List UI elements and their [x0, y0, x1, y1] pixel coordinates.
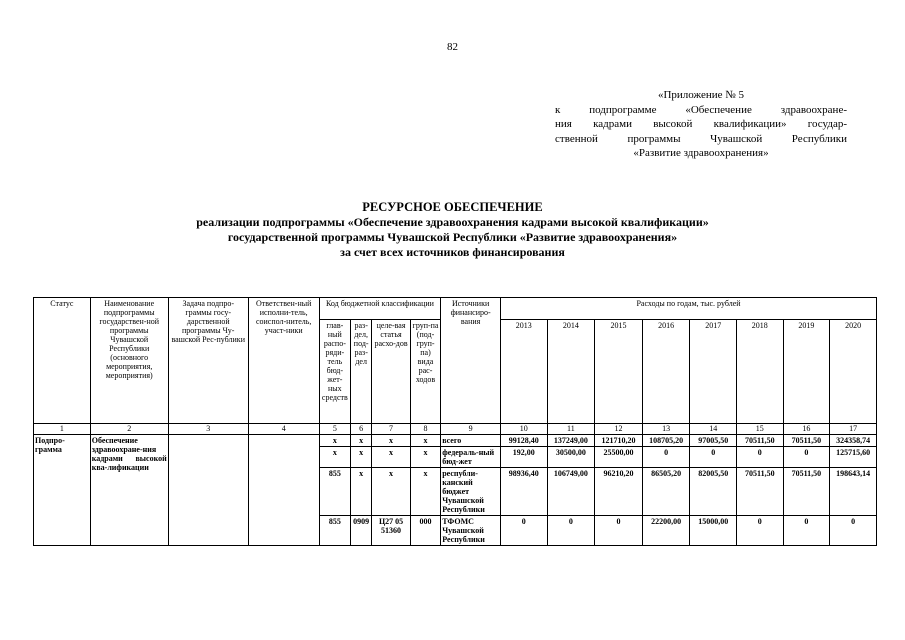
resource-table	[33, 297, 877, 546]
heading-subtitle: государственной программы Чувашской Республики «Развитие здравоохранения»	[227, 230, 678, 244]
header-year: 2014	[547, 320, 595, 424]
value-cell: 137249,00	[547, 435, 595, 447]
code-cell: 855	[319, 468, 350, 516]
column-number-row	[34, 424, 877, 435]
header-name: Наименование подпрограммы государствен-ной программы Чувашской Республики (основного мероприятия, мероприятия)	[90, 298, 168, 424]
header-code-sub: целе-вая статья расхо-дов	[372, 320, 410, 424]
value-cell: 97005,50	[690, 435, 737, 447]
value-cell: 0	[595, 516, 643, 546]
value-cell: 0	[690, 447, 737, 468]
column-number: 1	[34, 424, 91, 435]
code-cell: x	[410, 468, 440, 516]
code-cell: x	[410, 435, 440, 447]
value-cell: 30500,00	[547, 447, 595, 468]
value-cell: 0	[830, 516, 877, 546]
value-cell: 0	[737, 447, 784, 468]
value-cell: 0	[642, 447, 690, 468]
header-year: 2019	[783, 320, 830, 424]
value-cell: 99128,40	[500, 435, 547, 447]
header-responsible: Ответствен-ный исполни-тель, соиспол-нитель, участ-ники	[248, 298, 319, 424]
subprogram-name-cell: Обеспечение здравоохране-ния кадрами высокой ква-лификации	[90, 435, 168, 546]
column-number: 2	[90, 424, 168, 435]
value-cell: 70511,50	[737, 468, 784, 516]
column-number: 7	[372, 424, 410, 435]
code-cell: 000	[410, 516, 440, 546]
column-number: 17	[830, 424, 877, 435]
appendix-line: ственной программы Чувашской Республики	[555, 132, 847, 145]
appendix-line: ния кадрами высокой квалификации» государ-	[555, 118, 847, 130]
appendix-title: «Приложение № 5	[657, 89, 745, 101]
source-cell: ТФОМС Чувашской Республики	[441, 516, 501, 546]
column-number: 9	[441, 424, 501, 435]
code-cell: x	[372, 447, 410, 468]
value-cell: 106749,00	[547, 468, 595, 516]
source-cell: федераль-ный бюд-жет	[441, 447, 501, 468]
header-year: 2017	[690, 320, 737, 424]
task-cell	[168, 435, 248, 546]
column-number: 8	[410, 424, 440, 435]
value-cell: 15000,00	[690, 516, 737, 546]
code-cell: 0909	[351, 516, 372, 546]
status-cell: Подпро-грамма	[34, 435, 91, 546]
code-cell: 855	[319, 516, 350, 546]
page-number: 82	[447, 41, 458, 53]
heading-subtitle: реализации подпрограммы «Обеспечение здравоохранения кадрами высокой квалификации»	[196, 215, 709, 229]
code-cell: x	[351, 447, 372, 468]
code-cell: Ц27 05 51360	[372, 516, 410, 546]
column-number: 11	[547, 424, 595, 435]
value-cell: 121710,20	[595, 435, 643, 447]
column-number: 3	[168, 424, 248, 435]
value-cell: 198643,14	[830, 468, 877, 516]
column-number: 16	[783, 424, 830, 435]
header-task: Задача подпро-граммы госу-дарственной программы Чу-вашской Рес-публики	[168, 298, 248, 424]
heading-title: РЕСУРСНОЕ ОБЕСПЕЧЕНИЕ	[362, 200, 543, 214]
appendix-note	[555, 88, 847, 161]
column-number: 14	[690, 424, 737, 435]
value-cell: 125715,60	[830, 447, 877, 468]
value-cell: 108705,20	[642, 435, 690, 447]
column-number: 5	[319, 424, 350, 435]
value-cell: 324358,74	[830, 435, 877, 447]
document-heading	[0, 200, 905, 260]
value-cell: 98936,40	[500, 468, 547, 516]
value-cell: 86505,20	[642, 468, 690, 516]
column-number: 12	[595, 424, 643, 435]
value-cell: 0	[783, 447, 830, 468]
column-number: 6	[351, 424, 372, 435]
value-cell: 70511,50	[783, 468, 830, 516]
header-year: 2020	[830, 320, 877, 424]
header-year: 2013	[500, 320, 547, 424]
value-cell: 25500,00	[595, 447, 643, 468]
code-cell: x	[351, 435, 372, 447]
value-cell: 70511,50	[737, 435, 784, 447]
value-cell: 96210,20	[595, 468, 643, 516]
code-cell: x	[319, 447, 350, 468]
code-cell: x	[372, 468, 410, 516]
value-cell: 0	[547, 516, 595, 546]
code-cell: x	[372, 435, 410, 447]
column-number: 10	[500, 424, 547, 435]
value-cell: 22200,00	[642, 516, 690, 546]
heading-subtitle: за счет всех источников финансирования	[340, 245, 565, 259]
table-row	[34, 435, 877, 447]
column-number: 15	[737, 424, 784, 435]
responsible-cell	[248, 435, 319, 546]
appendix-line: к подпрограмме «Обеспечение здравоохране-	[555, 103, 847, 116]
header-expenses: Расходы по годам, тыс. рублей	[500, 298, 876, 320]
value-cell: 0	[737, 516, 784, 546]
value-cell: 82005,50	[690, 468, 737, 516]
header-year: 2016	[642, 320, 690, 424]
value-cell: 70511,50	[783, 435, 830, 447]
value-cell: 0	[783, 516, 830, 546]
header-code-sub: раз-дел, под-раз-дел	[351, 320, 372, 424]
source-cell: всего	[441, 435, 501, 447]
header-budget-code: Код бюджетной классификации	[319, 298, 441, 320]
header-year: 2015	[595, 320, 643, 424]
code-cell: x	[410, 447, 440, 468]
header-code-sub: глав-ный распо-ряди-тель бюд-жет-ных средств	[319, 320, 350, 424]
appendix-line: «Развитие здравоохранения»	[633, 147, 769, 159]
column-number: 13	[642, 424, 690, 435]
value-cell: 192,00	[500, 447, 547, 468]
header-code-sub: груп-па (под-груп-па) вида рас-ходов	[410, 320, 440, 424]
header-year: 2018	[737, 320, 784, 424]
header-status: Статус	[34, 298, 91, 424]
code-cell: x	[351, 468, 372, 516]
column-number: 4	[248, 424, 319, 435]
value-cell: 0	[500, 516, 547, 546]
code-cell: x	[319, 435, 350, 447]
source-cell: республи-канский бюджет Чувашской Республики	[441, 468, 501, 516]
header-sources: Источники финансиро-вания	[441, 298, 501, 424]
